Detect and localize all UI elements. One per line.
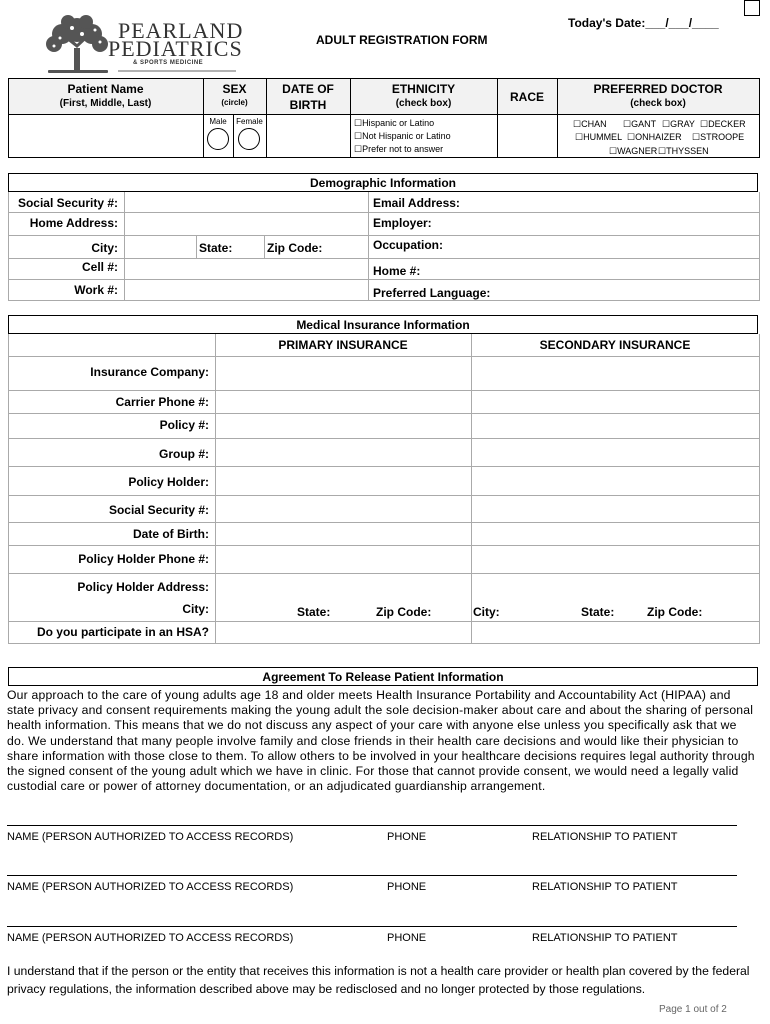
- ins-secondary-city-label: City:: [473, 605, 500, 619]
- row-divider: [8, 573, 760, 574]
- ins-hsa-label: Do you participate in an HSA?: [36, 625, 209, 639]
- demo-cell-label: Cell #:: [81, 260, 118, 274]
- col-divider: [264, 235, 265, 258]
- ins-dob-label: Date of Birth:: [133, 527, 209, 541]
- col-divider: [759, 192, 760, 300]
- ins-primary-zip-label: Zip Code:: [376, 605, 432, 619]
- signature-line-3[interactable]: [7, 926, 737, 927]
- ins-primary-state-label: State:: [297, 605, 331, 619]
- ins-company-label: Insurance Company:: [90, 365, 209, 379]
- demo-state-label: State:: [199, 241, 233, 255]
- demo-home-address-label: Home Address:: [29, 216, 118, 230]
- col-divider: [8, 334, 9, 644]
- doctor-thyssen[interactable]: ☐THYSSEN: [658, 146, 709, 156]
- demo-work-field[interactable]: [126, 280, 366, 299]
- ins-holder-address-label: Policy Holder Address:: [77, 580, 209, 594]
- insurance-title: Medical Insurance Information: [296, 318, 470, 332]
- col-sex: SEX: [222, 82, 247, 96]
- col-patient-name-sub: (First, Middle, Last): [59, 98, 152, 109]
- row-divider: [8, 545, 760, 546]
- col-ethnicity: ETHNICITY: [391, 82, 456, 96]
- col-divider: [124, 192, 125, 300]
- col-divider: [368, 192, 369, 300]
- signature-line-2[interactable]: [7, 875, 737, 876]
- patient-table-bottom: [8, 157, 760, 158]
- doctor-wagner[interactable]: ☐WAGNER: [609, 146, 658, 156]
- demo-city-field[interactable]: [126, 236, 194, 257]
- demo-cell-field[interactable]: [126, 259, 366, 278]
- form-title: ADULT REGISTRATION FORM: [316, 33, 488, 47]
- row-divider: [8, 235, 760, 236]
- doctor-decker[interactable]: ☐DECKER: [700, 119, 746, 129]
- row-divider: [8, 643, 760, 644]
- agreement-paragraph: Our approach to the care of young adults age 18 and older meets Health Insurance Portability and Accountability Act (HIPAA) and state privacy and consent requirements making the young adult the sole decision-maker about care and about the sharing of personal health information. This means that we do not discuss any aspect of your care with anyone else unless you specifically ask that we do. We understand that many people involve family and close friends in their health care decisions and would like their physician to share information with those close to them. To allow others to be involved in your healthcare decisions requires legal authority through the signed consent of the young adult which we have in clinic. For those that cannot provide consent, we would need a legally valid custodial care or power of attorney documentation, or an adjudicated guardianship arrangement.: [7, 688, 755, 794]
- row-divider: [8, 212, 760, 213]
- logo-text-line2: PEDIATRICS: [108, 36, 243, 61]
- row-divider: [8, 438, 760, 439]
- ins-ssn-label: Social Security #:: [108, 503, 209, 517]
- demo-home-phone-label: Home #:: [373, 264, 421, 278]
- demo-ssn-label: Social Security #:: [17, 196, 118, 210]
- doctor-gant[interactable]: ☐GANT: [623, 119, 657, 129]
- col-dob-1: DATE OF: [282, 82, 334, 96]
- col-race: RACE: [509, 90, 544, 104]
- col-preferred-doctor: PREFERRED DOCTOR: [593, 82, 723, 96]
- demo-occupation-label: Occupation:: [373, 238, 444, 252]
- demo-language-label: Preferred Language:: [373, 286, 491, 300]
- ethnicity-prefer-not[interactable]: ☐Prefer not to answer: [354, 144, 444, 154]
- ins-policy-label: Policy #:: [159, 418, 209, 432]
- ins-group-label: Group #:: [159, 447, 209, 461]
- demo-email-label: Email Address:: [373, 196, 460, 210]
- ins-carrier-phone-label: Carrier Phone #:: [115, 395, 209, 409]
- ins-holder-phone-label: Policy Holder Phone #:: [78, 552, 209, 566]
- row-divider: [8, 522, 760, 523]
- corner-checkbox[interactable]: [744, 0, 760, 16]
- row-divider: [8, 621, 760, 622]
- doctor-gray[interactable]: ☐GRAY: [662, 119, 695, 129]
- primary-insurance-company-field[interactable]: [217, 357, 470, 389]
- sex-female-circle[interactable]: [238, 128, 260, 150]
- ethnicity-hispanic[interactable]: ☐Hispanic or Latino: [354, 118, 435, 128]
- demo-zip-label: Zip Code:: [267, 241, 323, 255]
- sig1-name-label: NAME (PERSON AUTHORIZED TO ACCESS RECORDS): [7, 831, 294, 843]
- demo-ssn-field[interactable]: [126, 193, 366, 211]
- logo-text-line1: PEARLAND: [118, 18, 244, 43]
- logo-text-line3: & SPORTS MEDICINE: [133, 60, 204, 66]
- ins-city-label: City:: [182, 602, 209, 616]
- demo-city-label: City:: [91, 241, 118, 255]
- row-divider: [8, 300, 760, 301]
- sex-male-circle[interactable]: [207, 128, 229, 150]
- ins-secondary-zip-label: Zip Code:: [647, 605, 703, 619]
- ins-policy-holder-label: Policy Holder:: [128, 475, 209, 489]
- sig1-phone-label: PHONE: [387, 831, 427, 843]
- row-divider: [8, 279, 760, 280]
- secondary-insurance-company-field[interactable]: [473, 357, 758, 389]
- row-divider: [8, 390, 760, 391]
- doctor-stroope[interactable]: ☐STROOPE: [692, 132, 745, 142]
- secondary-insurance-heading: SECONDARY INSURANCE: [539, 338, 691, 352]
- primary-insurance-heading: PRIMARY INSURANCE: [278, 338, 408, 352]
- col-divider: [471, 334, 472, 644]
- sig1-relationship-label: RELATIONSHIP TO PATIENT: [532, 831, 678, 843]
- sig2-relationship-label: RELATIONSHIP TO PATIENT: [532, 881, 678, 893]
- sex-male-label: Male: [209, 117, 227, 126]
- todays-date[interactable]: Today's Date:___/___/____: [568, 16, 719, 30]
- row-divider: [8, 466, 760, 467]
- col-divider: [196, 235, 197, 258]
- final-statement: I understand that if the person or the entity that receives this information is not a health care provider or health plan covered by the federal privacy regulations, the information described above may be redisclosed and no longer protected by those regulations.: [7, 964, 750, 996]
- page-number: Page 1 out of 2: [659, 1004, 727, 1015]
- doctor-chan[interactable]: ☐CHAN: [573, 119, 607, 129]
- agreement-title: Agreement To Release Patient Information: [262, 670, 504, 684]
- doctor-onhaizer[interactable]: ☐ONHAIZER: [627, 132, 682, 142]
- row-divider: [8, 258, 760, 259]
- doctor-hummel[interactable]: ☐HUMMEL: [575, 132, 623, 142]
- ins-secondary-state-label: State:: [581, 605, 615, 619]
- col-patient-name: Patient Name: [67, 82, 144, 96]
- demo-work-label: Work #:: [74, 283, 118, 297]
- table-border: [8, 115, 9, 157]
- sex-female-label: Female: [236, 117, 263, 126]
- signature-line-1[interactable]: [7, 825, 737, 826]
- col-sex-sub: (circle): [221, 98, 248, 107]
- sig3-relationship-label: RELATIONSHIP TO PATIENT: [532, 932, 678, 944]
- col-divider: [759, 334, 760, 644]
- col-dob-2: BIRTH: [289, 98, 327, 112]
- row-divider: [8, 495, 760, 496]
- sig2-phone-label: PHONE: [387, 881, 427, 893]
- col-preferred-doctor-sub: (check box): [630, 98, 686, 109]
- sig3-phone-label: PHONE: [387, 932, 427, 944]
- sig3-name-label: NAME (PERSON AUTHORIZED TO ACCESS RECORDS): [7, 932, 294, 944]
- row-divider: [8, 413, 760, 414]
- demo-employer-label: Employer:: [373, 216, 432, 230]
- col-divider: [215, 334, 216, 644]
- table-border: [759, 115, 760, 157]
- col-ethnicity-sub: (check box): [395, 98, 452, 109]
- ethnicity-not-hispanic[interactable]: ☐Not Hispanic or Latino: [354, 131, 451, 141]
- sig2-name-label: NAME (PERSON AUTHORIZED TO ACCESS RECORDS): [7, 881, 294, 893]
- demo-home-address-field[interactable]: [126, 213, 366, 234]
- demographic-title: Demographic Information: [309, 176, 456, 190]
